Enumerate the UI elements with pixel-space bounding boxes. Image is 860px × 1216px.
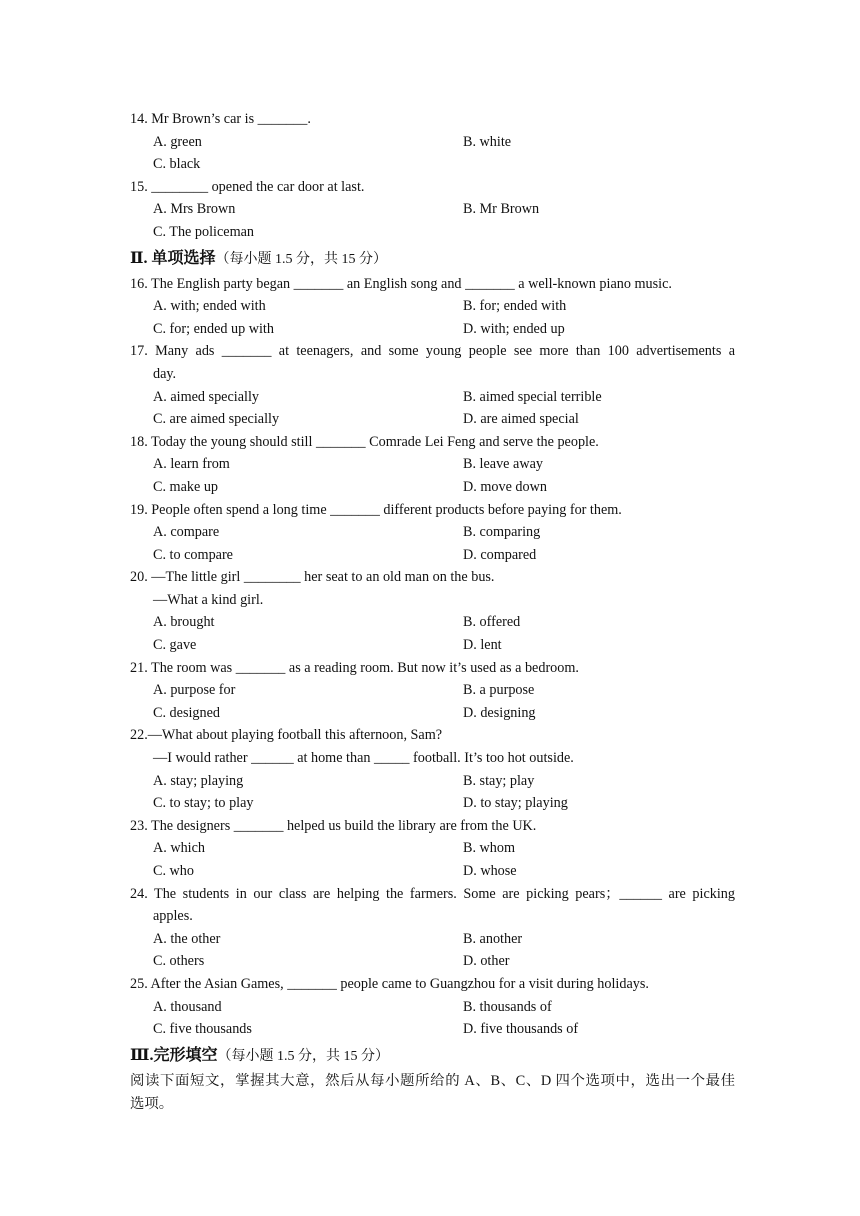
option-a: A. green — [153, 133, 202, 150]
option-a: A. which — [153, 840, 206, 857]
question-stem: 15. ________ opened the car door at last. — [130, 178, 365, 195]
section-label: Ⅲ.完形填空 — [130, 1046, 218, 1064]
section-label: Ⅱ. 单项选择 — [130, 249, 216, 267]
option-d: D. designing — [463, 704, 536, 721]
option-c: C. black — [153, 156, 201, 173]
option-c: C. others — [153, 953, 205, 970]
question-18 — [130, 431, 735, 499]
option-c: C. are aimed specially — [153, 411, 280, 428]
section-heading-2 — [130, 245, 735, 273]
question-stem: 23. The designers _______ helped us build the library are from the UK. — [130, 817, 537, 834]
option-c: C. make up — [153, 478, 219, 495]
option-d: D. lent — [463, 637, 502, 654]
option-b: B. aimed special terrible — [463, 388, 602, 405]
option-b: B. for; ended with — [463, 298, 567, 315]
option-a: A. with; ended with — [153, 298, 266, 315]
section-heading-3 — [130, 1042, 735, 1070]
question-stem-continued: —What a kind girl. — [153, 591, 264, 608]
question-stem: 14. Mr Brown’s car is _______. — [130, 111, 311, 127]
question-21 — [130, 657, 735, 725]
question-25 — [130, 973, 735, 1041]
question-23 — [130, 815, 735, 883]
option-a: A. stay; playing — [153, 772, 244, 789]
option-b: B. stay; play — [463, 772, 535, 789]
question-stem-continued: day. — [153, 365, 177, 382]
option-d: D. whose — [463, 863, 517, 879]
question-stem: 24. The students in our class are helping the farmers. Some are picking pears；______ are picking — [130, 885, 735, 902]
question-stem: 19. People often spend a long time _______ different products before paying for them. — [130, 501, 622, 518]
option-b: B. offered — [463, 614, 521, 631]
option-d: D. compared — [463, 546, 537, 563]
section-note: （每小题 1.5 分，共 15 分） — [215, 251, 387, 267]
question-stem: 21. The room was _______ as a reading room. But now it’s used as a bedroom. — [130, 659, 579, 676]
option-c: C. five thousands — [153, 1021, 252, 1038]
option-a: A. the other — [153, 930, 221, 947]
question-22 — [130, 724, 735, 814]
option-b: B. whom — [463, 840, 516, 857]
option-b: B. thousands of — [463, 998, 552, 1015]
question-stem-continued: —I would rather ______ at home than _____ football. It’s too hot outside. — [153, 750, 574, 767]
question-20 — [130, 566, 735, 656]
option-a: A. purpose for — [153, 682, 236, 699]
section-instructions: 阅读下面短文，掌握其大意，然后从每小题所给的 A、B、C、D 四个选项中，选出一个最佳 — [130, 1072, 735, 1089]
option-a: A. Mrs Brown — [153, 201, 236, 218]
question-stem: 18. Today the young should still _______ Comrade Lei Feng and serve the people. — [130, 433, 599, 450]
question-16 — [130, 273, 735, 341]
option-d: D. are aimed special — [463, 411, 579, 428]
section-instructions-continued: 选项。 — [130, 1095, 174, 1112]
option-c: C. to compare — [153, 546, 233, 563]
question-24 — [130, 883, 735, 973]
question-stem: 22.—What about playing football this afternoon, Sam? — [130, 727, 443, 744]
option-c: C. designed — [153, 704, 220, 721]
option-d: D. other — [463, 953, 510, 970]
option-c: C. who — [153, 863, 194, 879]
question-14 — [130, 108, 735, 176]
option-a: A. brought — [153, 614, 215, 631]
exam-page — [130, 108, 735, 1116]
option-b: B. Mr Brown — [463, 201, 540, 218]
option-b: B. leave away — [463, 456, 543, 473]
section-note: （每小题 1.5 分，共 15 分） — [217, 1048, 389, 1064]
question-stem: 25. After the Asian Games, _______ people came to Guangzhou for a visit during holidays. — [130, 975, 649, 992]
option-c: C. for; ended up with — [153, 320, 274, 337]
option-b: B. comparing — [463, 524, 541, 541]
question-17 — [130, 340, 735, 430]
option-c: C. to stay; to play — [153, 795, 254, 812]
question-19 — [130, 499, 735, 567]
option-a: A. thousand — [153, 998, 222, 1015]
question-stem: 16. The English party began _______ an English song and _______ a well-known piano music. — [130, 275, 672, 292]
option-a: A. learn from — [153, 456, 230, 473]
question-stem: 17. Many ads _______ at teenagers, and some young people see more than 100 advertisements a — [130, 343, 735, 360]
option-d: D. with; ended up — [463, 320, 565, 337]
question-stem-continued: apples. — [153, 908, 193, 925]
option-b: B. a purpose — [463, 682, 535, 699]
option-c: C. gave — [153, 637, 197, 654]
option-d: D. to stay; playing — [463, 795, 568, 812]
question-15 — [130, 176, 735, 244]
option-d: D. five thousands of — [463, 1021, 579, 1038]
option-a: A. compare — [153, 524, 220, 541]
option-a: A. aimed specially — [153, 388, 259, 405]
option-d: D. move down — [463, 478, 547, 495]
option-b: B. another — [463, 930, 523, 947]
question-stem: 20. —The little girl ________ her seat to an old man on the bus. — [130, 569, 495, 586]
option-b: B. white — [463, 133, 512, 150]
option-c: C. The policeman — [153, 223, 254, 240]
